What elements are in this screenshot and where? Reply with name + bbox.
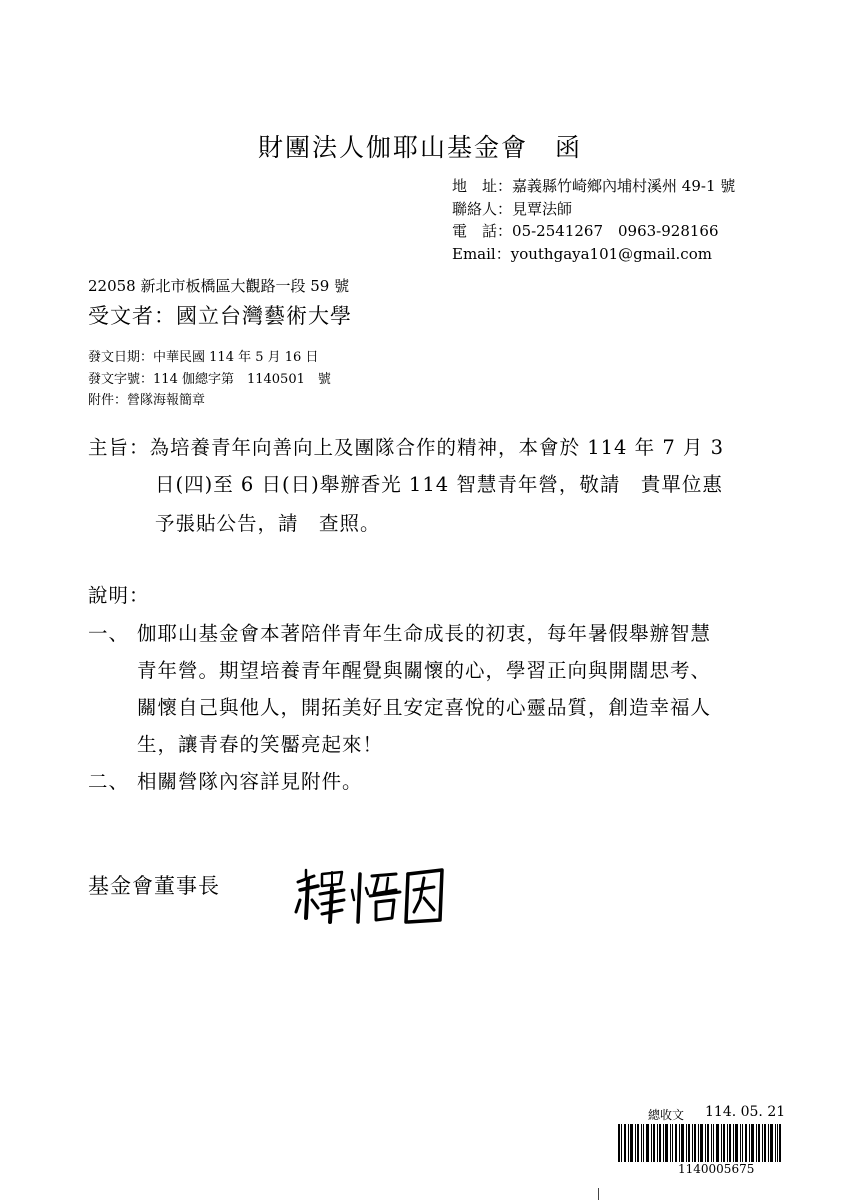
scan-edge-mark	[598, 1188, 599, 1200]
issue-date-line: 發文日期：中華民國 114 年 5 月 16 日	[88, 350, 319, 365]
attachment-label: 附件	[88, 393, 115, 408]
item-line: 生，讓青春的笑靨亮起來！	[137, 733, 384, 756]
recipient-label: 受文者	[88, 304, 154, 328]
sender-email: youthgaya101@gmail.com	[510, 245, 712, 263]
reference-number: 114 伽總字第 1140501 號	[153, 372, 331, 387]
recipient-name: 國立台灣藝術大學	[176, 304, 352, 328]
sender-address-line: 地 址：嘉義縣竹崎鄉內埔村溪州 49-1 號	[452, 177, 736, 195]
sender-contact: 見覃法師	[512, 200, 573, 218]
document-title: 財團法人伽耶山基金會 函	[258, 133, 583, 162]
sender-address-label: 地 址	[452, 177, 498, 195]
item-line: 伽耶山基金會本著陪伴青年生命成長的初衷，每年暑假舉辦智慧	[137, 622, 712, 645]
sender-email-line: Email：youthgaya101@gmail.com	[452, 245, 712, 263]
subject-line-3: 予張貼公告，請 查照。	[155, 512, 381, 535]
item-line: 相關營隊內容詳見附件。	[137, 770, 363, 793]
sender-contact-line: 聯絡人：見覃法師	[452, 200, 573, 218]
recipient-line: 受文者：國立台灣藝術大學	[88, 304, 352, 328]
receipt-stamp-date: 114. 05. 21	[705, 1104, 786, 1120]
recipient-address: 22058 新北市板橋區大觀路一段 59 號	[88, 277, 350, 295]
attachment-line: 附件：營隊海報簡章	[88, 393, 206, 408]
chairman-label: 基金會董事長	[88, 874, 220, 898]
item-line: 青年營。期望培養青年醒覺與關懷的心，學習正向與開闊思考、	[137, 659, 712, 682]
sender-phone: 05-2541267 0963-928166	[512, 222, 719, 240]
issue-date-label: 發文日期	[88, 350, 141, 365]
reference-number-line: 發文字號：114 伽總字第 1140501 號	[88, 372, 331, 387]
barcode-image	[618, 1124, 781, 1162]
sender-phone-label: 電 話	[452, 222, 498, 240]
signature-image	[292, 860, 452, 932]
sender-address: 嘉義縣竹崎鄉內埔村溪州 49-1 號	[512, 177, 736, 195]
issue-date: 中華民國 114 年 5 月 16 日	[153, 350, 319, 365]
item-number: 一、	[88, 622, 130, 645]
sender-email-label: Email	[452, 245, 496, 263]
barcode-number: 1140005675	[678, 1162, 755, 1176]
sender-phone-line: 電 話：05-2541267 0963-928166	[452, 222, 719, 240]
sender-contact-label: 聯絡人	[452, 200, 498, 218]
subject-line-1: 主旨：為培養青年向善向上及團隊合作的精神，本會於 114 年 7 月 3	[88, 436, 725, 459]
explanation-label: 說明：	[88, 584, 150, 607]
item-line: 關懷自己與他人，開拓美好且安定喜悅的心靈品質，創造幸福人	[137, 696, 712, 719]
attachment: 營隊海報簡章	[127, 393, 206, 408]
receipt-stamp-label: 總收文	[648, 1108, 685, 1122]
reference-number-label: 發文字號	[88, 372, 141, 387]
subject-line-2: 日(四)至 6 日(日)舉辦香光 114 智慧青年營，敬請 貴單位惠	[155, 473, 723, 496]
item-number: 二、	[88, 770, 130, 793]
